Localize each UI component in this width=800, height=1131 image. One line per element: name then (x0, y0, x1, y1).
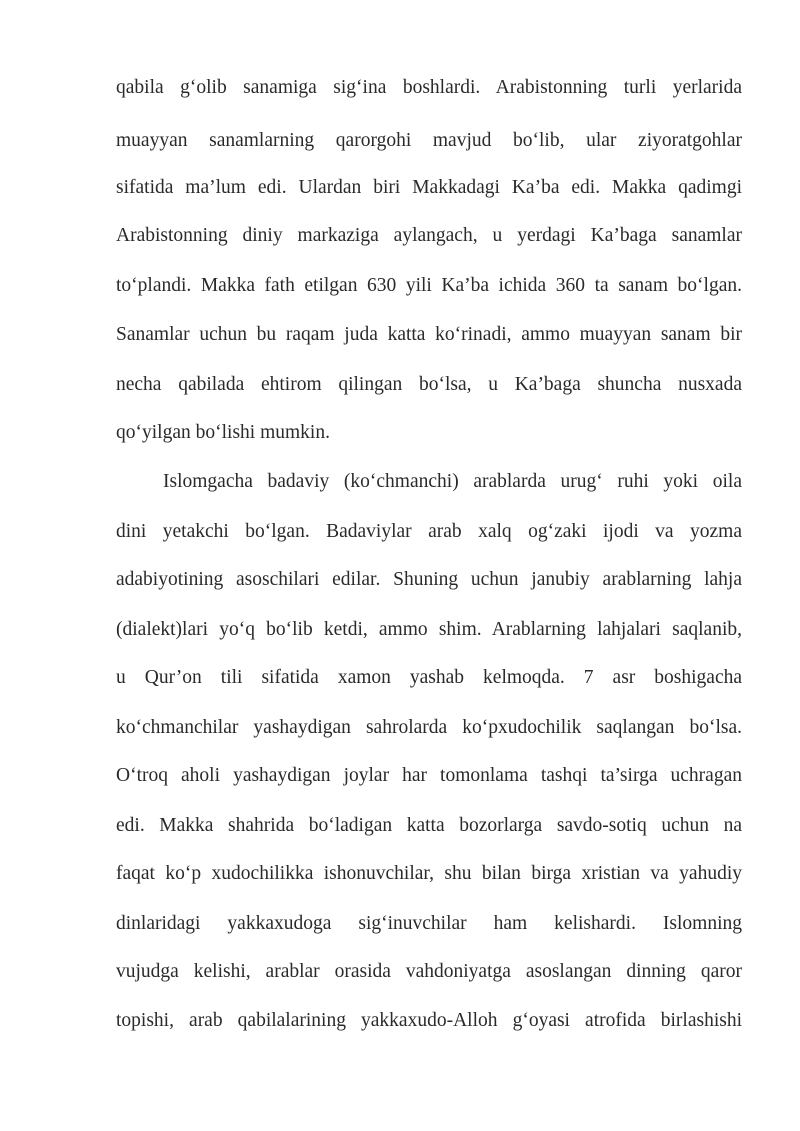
paragraph-1-line-6: Sanamlar uchun bu raqam juda katta ko‘rinadi, ammo muayyan sanam bir (116, 324, 742, 345)
paragraph-2-line-5: u Qur’on tili sifatida xamon yashab kelmoqda. 7 asr boshigacha (116, 667, 742, 688)
paragraph-1-line-4: Arabistonning diniy markaziga aylangach, u yerdagi Ka’baga sanamlar (116, 225, 742, 246)
paragraph-2-line-12: topishi, arab qabilalarining yakkaxudo-Alloh g‘oyasi atrofida birlashishi (116, 1010, 742, 1031)
paragraph-2-line-8: edi. Makka shahrida bo‘ladigan katta bozorlarga savdo-sotiq uchun na (116, 815, 742, 836)
paragraph-1-line-1: qabila g‘olib sanamiga sig‘ina boshlardi. Arabistonning turli yerlarida (116, 77, 742, 98)
paragraph-2-line-10: dinlaridagi yakkaxudoga sig‘inuvchilar ham kelishardi. Islomning (116, 913, 742, 934)
paragraph-2-line-1: Islomgacha badaviy (ko‘chmanchi) arablarda urug‘ ruhi yoki oila (163, 471, 742, 492)
paragraph-2-line-11: vujudga kelishi, arablar orasida vahdoniyatga asoslangan dinning qaror (116, 961, 742, 982)
paragraph-1-line-3: sifatida ma’lum edi. Ulardan biri Makkadagi Ka’ba edi. Makka qadimgi (116, 177, 742, 198)
paragraph-2-line-6: ko‘chmanchilar yashaydigan sahrolarda ko‘pxudochilik saqlangan bo‘lsa. (116, 717, 742, 738)
paragraph-2-line-7: O‘troq aholi yashaydigan joylar har tomonlama tashqi ta’sirga uchragan (116, 765, 742, 786)
paragraph-1-line-5: to‘plandi. Makka fath etilgan 630 yili Ka’ba ichida 360 ta sanam bo‘lgan. (116, 275, 742, 296)
paragraph-2-line-9: faqat ko‘p xudochilikka ishonuvchilar, shu bilan birga xristian va yahudiy (116, 863, 742, 884)
paragraph-2-line-3: adabiyotining asoschilari edilar. Shuning uchun janubiy arablarning lahja (116, 569, 742, 590)
paragraph-1-line-2: muayyan sanamlarning qarorgohi mavjud bo‘lib, ular ziyoratgohlar (116, 130, 742, 151)
paragraph-1-line-8: qo‘yilgan bo‘lishi mumkin. (116, 422, 330, 443)
paragraph-2-line-4: (dialekt)lari yo‘q bo‘lib ketdi, ammo shim. Arablarning lahjalari saqlanib, (116, 619, 742, 640)
paragraph-2-line-2: dini yetakchi bo‘lgan. Badaviylar arab xalq og‘zaki ijodi va yozma (116, 521, 742, 542)
paragraph-1-line-7: necha qabilada ehtirom qilingan bo‘lsa, u Ka’baga shuncha nusxada (116, 374, 742, 395)
